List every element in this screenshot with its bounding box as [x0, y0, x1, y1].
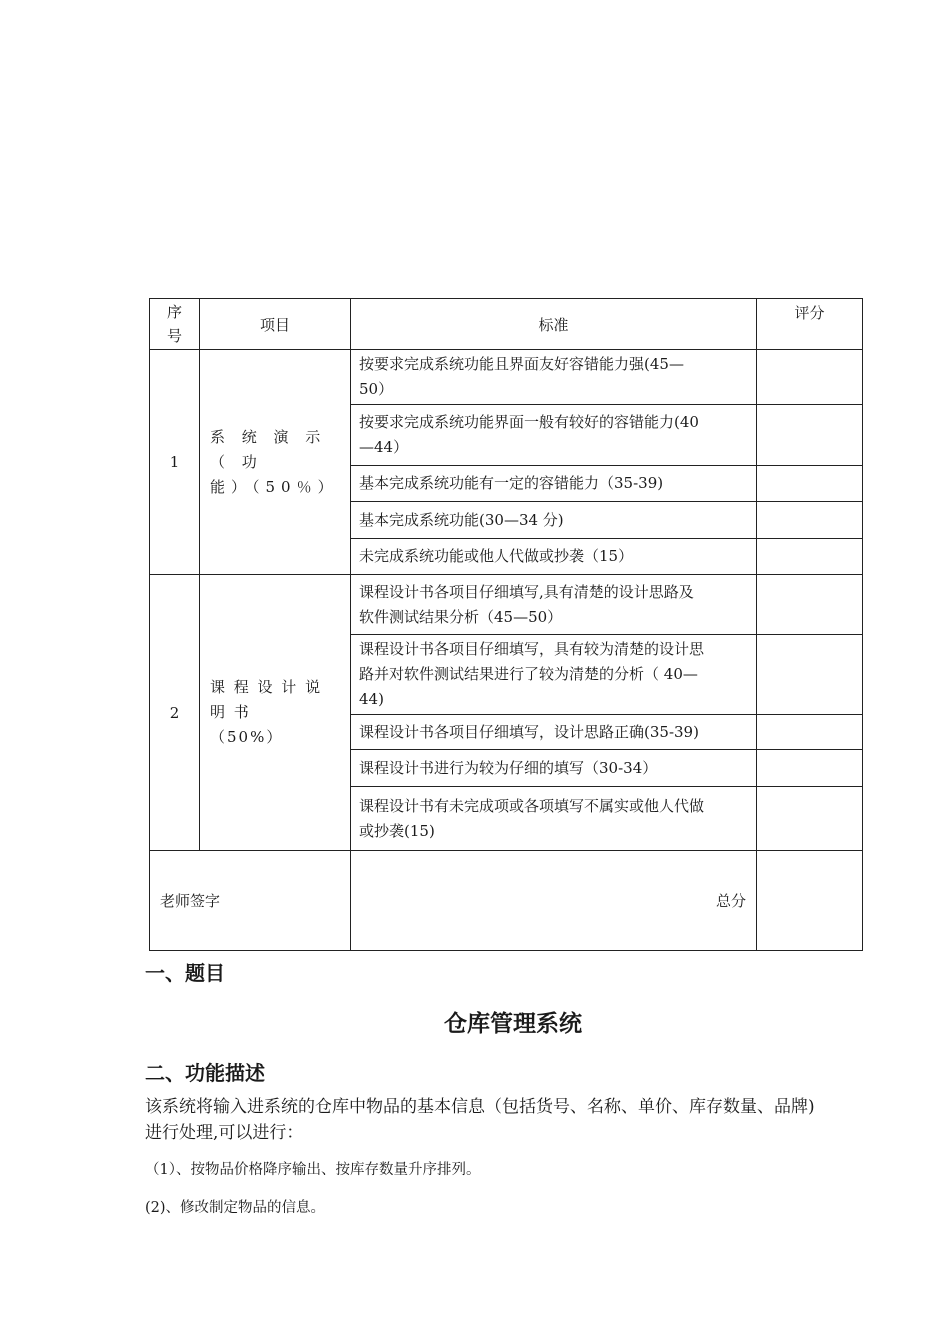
header-score: 评分 [757, 299, 863, 350]
score-cell [757, 466, 863, 502]
section-item: 系 统 演 示 （ 功 能）（50％） [200, 350, 351, 575]
description-paragraph: 该系统将输入进系统的仓库中物品的基本信息（包括货号、名称、单价、库存数量、品牌)进行处理,可以进行： [145, 1097, 815, 1143]
section-number: 1 [150, 350, 200, 575]
criterion: 按要求完成系统功能界面一般有较好的容错能力(40 —44） [351, 405, 757, 466]
feature-item: (2)、修改制定物品的信息。 [145, 1200, 326, 1216]
header-no: 序 号 [150, 299, 200, 350]
criterion: 课程设计书各项目仔细填写,具有清楚的设计思路及 软件测试结果分析（45—50） [351, 575, 757, 635]
section-number: 2 [150, 575, 200, 851]
section-item: 课 程 设 计 说 明 书 （50%） [200, 575, 351, 851]
total-score-cell [757, 851, 863, 951]
project-title: 仓库管理系统 [444, 1011, 582, 1037]
teacher-signature-label: 老师签字 [150, 851, 351, 951]
table-header-row [150, 299, 863, 350]
total-label: 总分 [351, 851, 757, 951]
table-row [150, 575, 863, 635]
criterion: 课程设计书各项目仔细填写，设计思路正确(35-39) [351, 715, 757, 750]
score-cell [757, 405, 863, 466]
criterion: 课程设计书各项目仔细填写，具有较为清楚的设计思 路并对软件测试结果进行了较为清楚的分析（ 40— 44) [351, 635, 757, 715]
score-cell [757, 787, 863, 851]
criterion: 基本完成系统功能有一定的容错能力（35-39) [351, 466, 757, 502]
header-standard: 标准 [351, 299, 757, 350]
criterion: 课程设计书进行为较为仔细的填写（30-34） [351, 750, 757, 787]
grading-table [149, 298, 863, 951]
table-footer-row [150, 851, 863, 951]
score-cell [757, 350, 863, 405]
score-cell [757, 750, 863, 787]
score-cell [757, 502, 863, 539]
feature-item: （1）、按物品价格降序输出、按库存数量升序排列。 [145, 1162, 481, 1178]
criterion: 按要求完成系统功能且界面友好容错能力强(45— 50） [351, 350, 757, 405]
header-item: 项目 [200, 299, 351, 350]
criterion: 课程设计书有未完成项或各项填写不属实或他人代做 或抄袭(15) [351, 787, 757, 851]
score-cell [757, 575, 863, 635]
table-row [150, 350, 863, 405]
section-heading-title: 一、题目 [145, 961, 225, 985]
score-cell [757, 539, 863, 575]
score-cell [757, 635, 863, 715]
criterion: 未完成系统功能或他人代做或抄袭（15） [351, 539, 757, 575]
section-heading-function: 二、功能描述 [145, 1061, 265, 1085]
criterion: 基本完成系统功能(30—34 分) [351, 502, 757, 539]
score-cell [757, 715, 863, 750]
